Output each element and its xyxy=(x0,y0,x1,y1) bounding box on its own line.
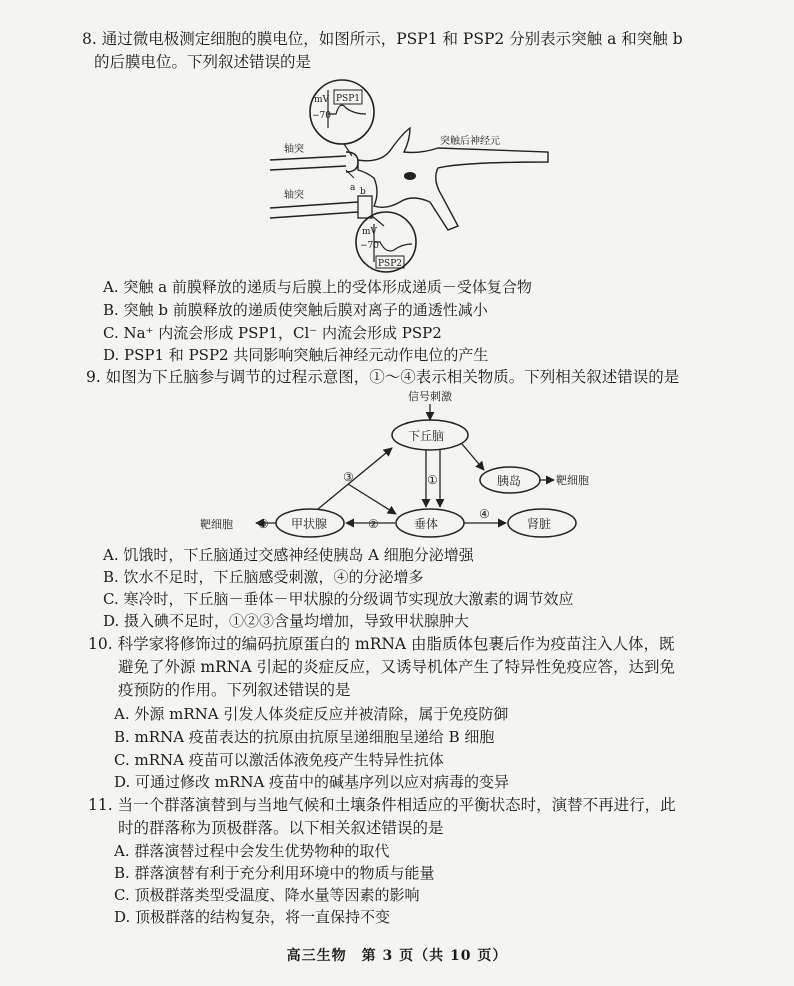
substance-3-left-label: ③ xyxy=(258,517,269,531)
kidney-label: 肾脏 xyxy=(527,517,552,531)
q11-stem-line2: 时的群落称为顶极群落。以下相关叙述错误的是 xyxy=(118,819,444,837)
axon2-label: 轴突 xyxy=(284,190,304,201)
q10-option-d: D. 可通过修改 mRNA 疫苗中的碱基序列以应对病毒的变异 xyxy=(114,773,510,791)
q11-stem-line1: 11. 当一个群落演替到与当地气候和土壤条件相适应的平衡状态时，演替不再进行，此 xyxy=(88,796,676,814)
substance-2-label: ② xyxy=(368,517,379,531)
substance-4-label: ④ xyxy=(479,507,490,521)
substance-3-upper-label: ③ xyxy=(343,470,354,484)
q11-option-b: B. 群落演替有利于充分利用环境中的物质与能量 xyxy=(114,864,435,882)
synapse-b-label: b xyxy=(360,187,366,197)
q11-option-d: D. 顶极群落的结构复杂，将一直保持不变 xyxy=(114,908,391,926)
q8-neuron-diagram xyxy=(262,78,552,278)
q9-option-a: A. 饥饿时，下丘脑通过交感神经使胰岛 A 细胞分泌增强 xyxy=(103,546,474,564)
psp2-resting-label: −70 xyxy=(360,241,379,251)
q10-stem-line1: 10. 科学家将修饰过的编码抗原蛋白的 mRNA 由脂质体包裹后作为疫苗注入人体，既 xyxy=(88,635,675,653)
q9-option-d: D. 摄入碘不足时，①②③含量均增加，导致甲状腺肿大 xyxy=(103,612,470,630)
q11-option-a: A. 群落演替过程中会发生优势物种的取代 xyxy=(114,842,390,860)
psp1-mv-label: mV xyxy=(314,95,330,105)
q9-option-b: B. 饮水不足时，下丘脑感受刺激，④的分泌增多 xyxy=(103,568,424,586)
q8-option-d: D. PSP1 和 PSP2 共同影响突触后神经元动作电位的产生 xyxy=(103,346,489,364)
q10-option-b: B. mRNA 疫苗表达的抗原由抗原呈递细胞呈递给 B 细胞 xyxy=(114,728,495,746)
psp1-label: PSP1 xyxy=(336,94,361,104)
psp1-trace xyxy=(328,105,366,114)
axon1-label: 轴突 xyxy=(284,144,304,155)
signal-stimulus-label: 信号刺激 xyxy=(408,390,452,403)
q8-option-a: A. 突触 a 前膜释放的递质与后膜上的受体形成递质－受体复合物 xyxy=(103,278,532,296)
postsynaptic-neuron-label: 突触后神经元 xyxy=(440,136,500,147)
q10-option-a: A. 外源 mRNA 引发人体炎症反应并被清除，属于免疫防御 xyxy=(114,705,509,723)
q10-stem-line2: 避免了外源 mRNA 引起的炎症反应，又诱导机体产生了特异性免疫应答，达到免 xyxy=(118,658,675,676)
page-footer: 高三生物 第 3 页（共 10 页） xyxy=(286,948,508,964)
q8-stem-line1: 8. 通过微电极测定细胞的膜电位，如图所示，PSP1 和 PSP2 分别表示突触 a 和突触 b xyxy=(82,30,683,48)
neuron-nucleus xyxy=(404,172,416,180)
islet-label: 胰岛 xyxy=(497,474,522,488)
q8-option-c: C. Na⁺ 内流会形成 PSP1，Cl⁻ 内流会形成 PSP2 xyxy=(103,324,442,342)
q8-option-b: B. 突触 b 前膜释放的递质使突触后膜对离子的通透性减小 xyxy=(103,301,488,319)
thyroid-label: 甲状腺 xyxy=(291,517,328,531)
q10-option-c: C. mRNA 疫苗可以激活体液免疫产生特异性抗体 xyxy=(114,751,444,769)
q9-option-c: C. 寒冷时，下丘脑－垂体－甲状腺的分级调节实现放大激素的调节效应 xyxy=(103,590,574,608)
psp2-label: PSP2 xyxy=(378,259,403,269)
q8-stem-line2: 的后膜电位。下列叙述错误的是 xyxy=(94,53,312,71)
islet-target-cell-label: 靶细胞 xyxy=(556,474,589,487)
psp2-trace xyxy=(374,242,412,251)
hypothalamus-label: 下丘脑 xyxy=(408,429,445,443)
substance-1-label: ① xyxy=(427,473,438,487)
pituitary-label: 垂体 xyxy=(414,517,439,531)
synapse-b-terminal xyxy=(358,196,372,218)
q11-option-c: C. 顶极群落类型受温度、降水量等因素的影响 xyxy=(114,886,420,904)
psp1-resting-label: −70 xyxy=(312,111,331,121)
q9-hypothalamus-diagram xyxy=(190,388,610,540)
q9-stem: 9. 如图为下丘脑参与调节的过程示意图，①～④表示相关物质。下列相关叙述错误的是 xyxy=(86,368,680,386)
q10-stem-line3: 疫预防的作用。下列叙述错误的是 xyxy=(118,681,351,699)
thyroid-target-cell-label: 靶细胞 xyxy=(200,518,233,531)
psp2-mv-label: mV xyxy=(362,227,378,237)
synapse-a-label: a xyxy=(350,183,356,193)
